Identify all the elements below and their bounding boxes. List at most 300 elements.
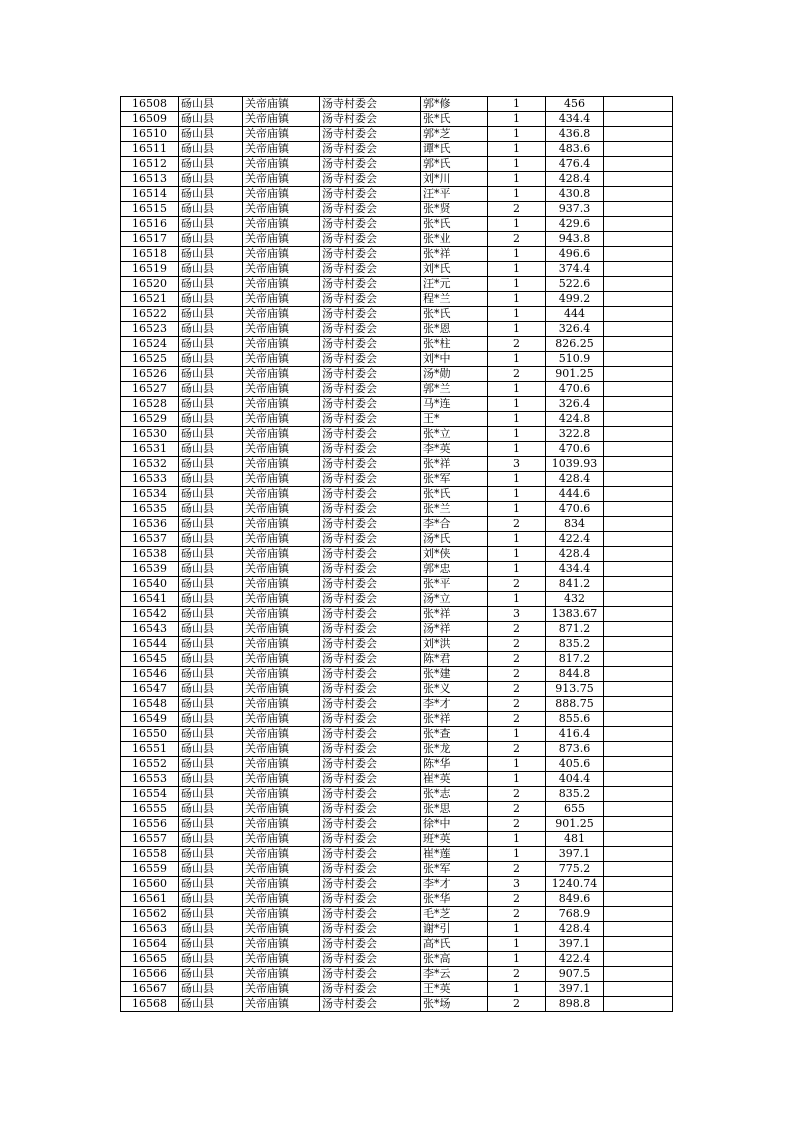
cell-household-count: 1 — [488, 247, 546, 262]
table-row — [121, 997, 673, 1012]
cell-household-count: 2 — [488, 907, 546, 922]
cell-id: 16549 — [121, 712, 179, 727]
table-row — [121, 322, 673, 337]
cell-note — [604, 427, 673, 442]
cell-village: 汤寺村委会 — [320, 157, 421, 172]
cell-village: 汤寺村委会 — [320, 832, 421, 847]
table-row — [121, 847, 673, 862]
table-row — [121, 292, 673, 307]
cell-county: 砀山县 — [179, 712, 243, 727]
cell-amount: 1383.67 — [546, 607, 604, 622]
cell-county: 砀山县 — [179, 622, 243, 637]
cell-household-count: 1 — [488, 952, 546, 967]
cell-amount: 826.25 — [546, 337, 604, 352]
cell-id: 16546 — [121, 667, 179, 682]
cell-name: 汤*勋 — [421, 367, 488, 382]
cell-town: 关帝庙镇 — [243, 322, 320, 337]
cell-amount: 436.8 — [546, 127, 604, 142]
cell-amount: 499.2 — [546, 292, 604, 307]
cell-id: 16509 — [121, 112, 179, 127]
cell-household-count: 1 — [488, 847, 546, 862]
cell-note — [604, 772, 673, 787]
cell-household-count: 1 — [488, 352, 546, 367]
table-row — [121, 517, 673, 532]
cell-household-count: 2 — [488, 697, 546, 712]
cell-note — [604, 112, 673, 127]
cell-name: 汤*立 — [421, 592, 488, 607]
cell-note — [604, 937, 673, 952]
cell-county: 砀山县 — [179, 112, 243, 127]
cell-id: 16560 — [121, 877, 179, 892]
cell-amount: 483.6 — [546, 142, 604, 157]
cell-county: 砀山县 — [179, 202, 243, 217]
cell-id: 16552 — [121, 757, 179, 772]
cell-name: 张*建 — [421, 667, 488, 682]
cell-household-count: 2 — [488, 652, 546, 667]
cell-note — [604, 367, 673, 382]
cell-note — [604, 442, 673, 457]
cell-name: 张*业 — [421, 232, 488, 247]
cell-id: 16537 — [121, 532, 179, 547]
cell-note — [604, 727, 673, 742]
cell-name: 王* — [421, 412, 488, 427]
cell-village: 汤寺村委会 — [320, 382, 421, 397]
cell-note — [604, 847, 673, 862]
table-row — [121, 727, 673, 742]
cell-household-count: 1 — [488, 412, 546, 427]
cell-household-count: 2 — [488, 637, 546, 652]
table-row — [121, 217, 673, 232]
cell-name: 刘*氏 — [421, 262, 488, 277]
data-table-sheet — [120, 96, 672, 1012]
cell-village: 汤寺村委会 — [320, 487, 421, 502]
cell-name: 张*氏 — [421, 307, 488, 322]
cell-village: 汤寺村委会 — [320, 397, 421, 412]
cell-note — [604, 577, 673, 592]
table-row — [121, 427, 673, 442]
cell-note — [604, 247, 673, 262]
cell-amount: 326.4 — [546, 322, 604, 337]
cell-id: 16529 — [121, 412, 179, 427]
cell-note — [604, 127, 673, 142]
cell-village: 汤寺村委会 — [320, 622, 421, 637]
cell-village: 汤寺村委会 — [320, 907, 421, 922]
cell-id: 16531 — [121, 442, 179, 457]
cell-amount: 428.4 — [546, 922, 604, 937]
cell-household-count: 1 — [488, 127, 546, 142]
cell-name: 郭*忠 — [421, 562, 488, 577]
cell-id: 16513 — [121, 172, 179, 187]
cell-note — [604, 277, 673, 292]
cell-name: 马*连 — [421, 397, 488, 412]
cell-village: 汤寺村委会 — [320, 547, 421, 562]
cell-amount: 404.4 — [546, 772, 604, 787]
cell-household-count: 1 — [488, 502, 546, 517]
cell-county: 砀山县 — [179, 397, 243, 412]
cell-id: 16555 — [121, 802, 179, 817]
cell-amount: 326.4 — [546, 397, 604, 412]
cell-note — [604, 967, 673, 982]
table-row — [121, 937, 673, 952]
cell-amount: 481 — [546, 832, 604, 847]
cell-household-count: 1 — [488, 427, 546, 442]
table-row — [121, 337, 673, 352]
cell-town: 关帝庙镇 — [243, 412, 320, 427]
cell-town: 关帝庙镇 — [243, 952, 320, 967]
cell-household-count: 2 — [488, 967, 546, 982]
table-row — [121, 877, 673, 892]
cell-name: 张*祥 — [421, 607, 488, 622]
cell-name: 李*合 — [421, 517, 488, 532]
table-body — [121, 97, 673, 1012]
cell-name: 张*氏 — [421, 487, 488, 502]
cell-county: 砀山县 — [179, 262, 243, 277]
cell-name: 张*祥 — [421, 247, 488, 262]
cell-village: 汤寺村委会 — [320, 757, 421, 772]
cell-note — [604, 607, 673, 622]
cell-amount: 937.3 — [546, 202, 604, 217]
cell-id: 16530 — [121, 427, 179, 442]
cell-id: 16557 — [121, 832, 179, 847]
cell-name: 张*氏 — [421, 112, 488, 127]
table-row — [121, 757, 673, 772]
cell-village: 汤寺村委会 — [320, 352, 421, 367]
cell-town: 关帝庙镇 — [243, 727, 320, 742]
cell-note — [604, 337, 673, 352]
cell-household-count: 1 — [488, 142, 546, 157]
cell-household-count: 1 — [488, 772, 546, 787]
cell-note — [604, 652, 673, 667]
cell-note — [604, 832, 673, 847]
cell-village: 汤寺村委会 — [320, 427, 421, 442]
table-row — [121, 277, 673, 292]
cell-name: 张*志 — [421, 787, 488, 802]
cell-county: 砀山县 — [179, 757, 243, 772]
cell-note — [604, 232, 673, 247]
cell-county: 砀山县 — [179, 772, 243, 787]
cell-town: 关帝庙镇 — [243, 757, 320, 772]
cell-county: 砀山县 — [179, 532, 243, 547]
cell-county: 砀山县 — [179, 502, 243, 517]
cell-town: 关帝庙镇 — [243, 607, 320, 622]
cell-note — [604, 157, 673, 172]
table-row — [121, 502, 673, 517]
cell-household-count: 3 — [488, 607, 546, 622]
cell-id: 16553 — [121, 772, 179, 787]
cell-note — [604, 187, 673, 202]
cell-amount: 430.8 — [546, 187, 604, 202]
cell-id: 16518 — [121, 247, 179, 262]
cell-household-count: 1 — [488, 172, 546, 187]
cell-id: 16515 — [121, 202, 179, 217]
cell-amount: 432 — [546, 592, 604, 607]
cell-town: 关帝庙镇 — [243, 127, 320, 142]
cell-id: 16556 — [121, 817, 179, 832]
cell-village: 汤寺村委会 — [320, 727, 421, 742]
cell-amount: 655 — [546, 802, 604, 817]
table-row — [121, 352, 673, 367]
cell-name: 程*兰 — [421, 292, 488, 307]
cell-town: 关帝庙镇 — [243, 472, 320, 487]
cell-household-count: 1 — [488, 157, 546, 172]
cell-village: 汤寺村委会 — [320, 517, 421, 532]
cell-name: 张*思 — [421, 802, 488, 817]
cell-town: 关帝庙镇 — [243, 547, 320, 562]
cell-amount: 422.4 — [546, 532, 604, 547]
cell-note — [604, 292, 673, 307]
cell-amount: 405.6 — [546, 757, 604, 772]
cell-county: 砀山县 — [179, 577, 243, 592]
cell-county: 砀山县 — [179, 412, 243, 427]
cell-amount: 888.75 — [546, 697, 604, 712]
cell-amount: 901.25 — [546, 367, 604, 382]
cell-name: 李*才 — [421, 877, 488, 892]
cell-town: 关帝庙镇 — [243, 832, 320, 847]
cell-id: 16542 — [121, 607, 179, 622]
table-row — [121, 457, 673, 472]
cell-amount: 522.6 — [546, 277, 604, 292]
table-row — [121, 187, 673, 202]
cell-town: 关帝庙镇 — [243, 562, 320, 577]
cell-amount: 434.4 — [546, 562, 604, 577]
cell-town: 关帝庙镇 — [243, 202, 320, 217]
cell-id: 16550 — [121, 727, 179, 742]
cell-county: 砀山县 — [179, 967, 243, 982]
cell-town: 关帝庙镇 — [243, 697, 320, 712]
cell-name: 李*才 — [421, 697, 488, 712]
cell-village: 汤寺村委会 — [320, 412, 421, 427]
cell-household-count: 1 — [488, 487, 546, 502]
cell-note — [604, 307, 673, 322]
cell-village: 汤寺村委会 — [320, 607, 421, 622]
cell-county: 砀山县 — [179, 247, 243, 262]
cell-name: 张*贤 — [421, 202, 488, 217]
cell-village: 汤寺村委会 — [320, 577, 421, 592]
cell-town: 关帝庙镇 — [243, 937, 320, 952]
cell-note — [604, 532, 673, 547]
cell-note — [604, 202, 673, 217]
table-row — [121, 202, 673, 217]
table-row — [121, 262, 673, 277]
cell-note — [604, 637, 673, 652]
cell-household-count: 2 — [488, 787, 546, 802]
cell-village: 汤寺村委会 — [320, 967, 421, 982]
cell-amount: 855.6 — [546, 712, 604, 727]
cell-id: 16545 — [121, 652, 179, 667]
cell-name: 郭*兰 — [421, 382, 488, 397]
cell-amount: 444.6 — [546, 487, 604, 502]
cell-note — [604, 742, 673, 757]
cell-note — [604, 517, 673, 532]
cell-household-count: 2 — [488, 622, 546, 637]
cell-town: 关帝庙镇 — [243, 397, 320, 412]
table-row — [121, 952, 673, 967]
cell-town: 关帝庙镇 — [243, 457, 320, 472]
cell-village: 汤寺村委会 — [320, 172, 421, 187]
cell-county: 砀山县 — [179, 667, 243, 682]
cell-town: 关帝庙镇 — [243, 307, 320, 322]
cell-town: 关帝庙镇 — [243, 502, 320, 517]
cell-county: 砀山县 — [179, 172, 243, 187]
cell-county: 砀山县 — [179, 307, 243, 322]
table-row — [121, 172, 673, 187]
cell-household-count: 1 — [488, 97, 546, 112]
cell-town: 关帝庙镇 — [243, 772, 320, 787]
cell-household-count: 1 — [488, 592, 546, 607]
cell-name: 谢*引 — [421, 922, 488, 937]
cell-village: 汤寺村委会 — [320, 262, 421, 277]
cell-county: 砀山县 — [179, 892, 243, 907]
cell-name: 郭*氏 — [421, 157, 488, 172]
cell-village: 汤寺村委会 — [320, 142, 421, 157]
cell-county: 砀山县 — [179, 802, 243, 817]
cell-village: 汤寺村委会 — [320, 847, 421, 862]
cell-village: 汤寺村委会 — [320, 937, 421, 952]
cell-county: 砀山县 — [179, 787, 243, 802]
cell-county: 砀山县 — [179, 697, 243, 712]
cell-name: 刘*中 — [421, 352, 488, 367]
cell-county: 砀山县 — [179, 142, 243, 157]
table-row — [121, 382, 673, 397]
cell-id: 16535 — [121, 502, 179, 517]
table-row — [121, 562, 673, 577]
cell-town: 关帝庙镇 — [243, 112, 320, 127]
cell-amount: 456 — [546, 97, 604, 112]
cell-amount: 322.8 — [546, 427, 604, 442]
cell-note — [604, 877, 673, 892]
cell-note — [604, 592, 673, 607]
cell-id: 16511 — [121, 142, 179, 157]
cell-id: 16566 — [121, 967, 179, 982]
cell-household-count: 2 — [488, 892, 546, 907]
cell-town: 关帝庙镇 — [243, 907, 320, 922]
cell-town: 关帝庙镇 — [243, 802, 320, 817]
cell-amount: 422.4 — [546, 952, 604, 967]
table-row — [121, 442, 673, 457]
cell-county: 砀山县 — [179, 127, 243, 142]
cell-name: 崔*英 — [421, 772, 488, 787]
cell-name: 张*查 — [421, 727, 488, 742]
cell-amount: 416.4 — [546, 727, 604, 742]
cell-note — [604, 817, 673, 832]
cell-village: 汤寺村委会 — [320, 202, 421, 217]
cell-county: 砀山县 — [179, 292, 243, 307]
cell-town: 关帝庙镇 — [243, 187, 320, 202]
cell-village: 汤寺村委会 — [320, 697, 421, 712]
cell-amount: 496.6 — [546, 247, 604, 262]
cell-county: 砀山县 — [179, 937, 243, 952]
cell-county: 砀山县 — [179, 742, 243, 757]
cell-amount: 428.4 — [546, 547, 604, 562]
cell-note — [604, 472, 673, 487]
cell-id: 16508 — [121, 97, 179, 112]
cell-county: 砀山县 — [179, 337, 243, 352]
cell-county: 砀山县 — [179, 277, 243, 292]
cell-village: 汤寺村委会 — [320, 922, 421, 937]
cell-town: 关帝庙镇 — [243, 592, 320, 607]
cell-name: 张*柱 — [421, 337, 488, 352]
cell-household-count: 1 — [488, 292, 546, 307]
cell-id: 16524 — [121, 337, 179, 352]
cell-id: 16561 — [121, 892, 179, 907]
cell-county: 砀山县 — [179, 907, 243, 922]
cell-name: 郭*芝 — [421, 127, 488, 142]
cell-note — [604, 142, 673, 157]
cell-town: 关帝庙镇 — [243, 877, 320, 892]
cell-village: 汤寺村委会 — [320, 877, 421, 892]
cell-household-count: 3 — [488, 877, 546, 892]
cell-county: 砀山县 — [179, 817, 243, 832]
cell-county: 砀山县 — [179, 952, 243, 967]
cell-note — [604, 262, 673, 277]
cell-id: 16517 — [121, 232, 179, 247]
table-row — [121, 697, 673, 712]
cell-name: 陈*华 — [421, 757, 488, 772]
cell-town: 关帝庙镇 — [243, 247, 320, 262]
cell-id: 16565 — [121, 952, 179, 967]
cell-name: 张*义 — [421, 682, 488, 697]
cell-name: 毛*芝 — [421, 907, 488, 922]
cell-note — [604, 97, 673, 112]
cell-town: 关帝庙镇 — [243, 652, 320, 667]
cell-note — [604, 682, 673, 697]
cell-id: 16532 — [121, 457, 179, 472]
cell-amount: 817.2 — [546, 652, 604, 667]
cell-id: 16547 — [121, 682, 179, 697]
cell-id: 16536 — [121, 517, 179, 532]
table-row — [121, 682, 673, 697]
cell-name: 张*恩 — [421, 322, 488, 337]
cell-amount: 768.9 — [546, 907, 604, 922]
cell-county: 砀山县 — [179, 982, 243, 997]
cell-amount: 470.6 — [546, 442, 604, 457]
cell-household-count: 1 — [488, 472, 546, 487]
cell-amount: 428.4 — [546, 172, 604, 187]
cell-village: 汤寺村委会 — [320, 532, 421, 547]
cell-town: 关帝庙镇 — [243, 892, 320, 907]
cell-town: 关帝庙镇 — [243, 712, 320, 727]
cell-amount: 849.6 — [546, 892, 604, 907]
cell-id: 16528 — [121, 397, 179, 412]
cell-id: 16534 — [121, 487, 179, 502]
table-row — [121, 832, 673, 847]
cell-household-count: 2 — [488, 682, 546, 697]
cell-village: 汤寺村委会 — [320, 472, 421, 487]
cell-name: 李*英 — [421, 442, 488, 457]
cell-village: 汤寺村委会 — [320, 247, 421, 262]
cell-note — [604, 562, 673, 577]
cell-village: 汤寺村委会 — [320, 637, 421, 652]
cell-amount: 374.4 — [546, 262, 604, 277]
cell-household-count: 1 — [488, 922, 546, 937]
cell-household-count: 1 — [488, 982, 546, 997]
cell-note — [604, 412, 673, 427]
cell-county: 砀山县 — [179, 322, 243, 337]
cell-id: 16568 — [121, 997, 179, 1012]
cell-county: 砀山县 — [179, 832, 243, 847]
cell-name: 张*祥 — [421, 712, 488, 727]
table-row — [121, 97, 673, 112]
table-row — [121, 247, 673, 262]
cell-name: 陈*君 — [421, 652, 488, 667]
cell-name: 高*氏 — [421, 937, 488, 952]
cell-name: 李*云 — [421, 967, 488, 982]
cell-household-count: 1 — [488, 217, 546, 232]
cell-town: 关帝庙镇 — [243, 232, 320, 247]
cell-name: 汤*氏 — [421, 532, 488, 547]
cell-name: 张*华 — [421, 892, 488, 907]
table-row — [121, 802, 673, 817]
